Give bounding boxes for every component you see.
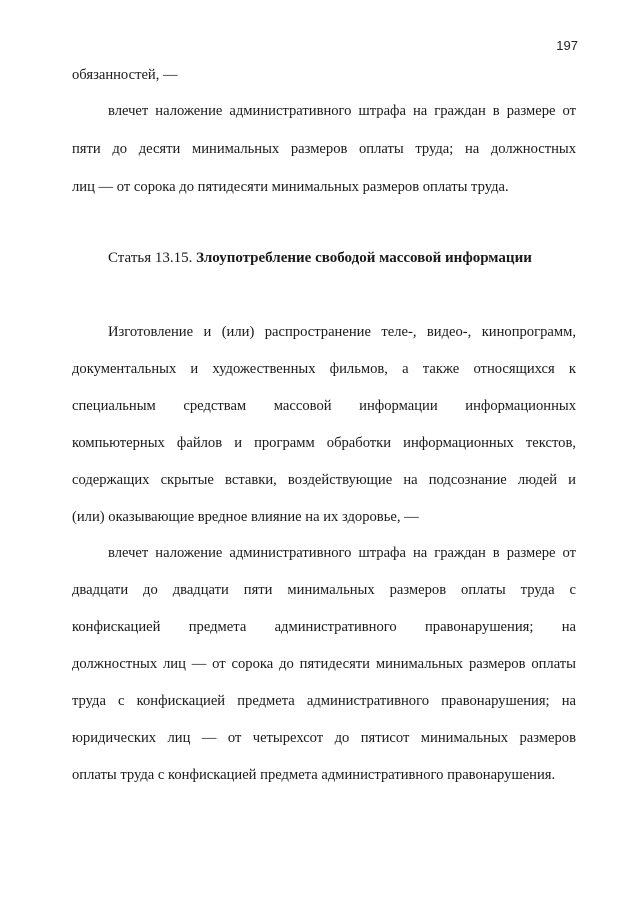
text-line: документальных и художественных фильмов, а также относящихся к [72,361,576,377]
text-line: влечет наложение административного штрафа на граждан в размере от [108,545,576,561]
text-line: пяти до десяти минимальных размеров оплаты труда; на должностных [72,141,576,157]
text-line: Изготовление и (или) распространение теле-, видео-, кинопрограмм, [108,324,576,340]
text-line: лиц — от сорока до пятидесяти минимальных размеров оплаты труда. [72,179,509,195]
article-title: Злоупотребление свободой массовой информации [196,250,532,266]
text-line: специальным средствам массовой информации информационных [72,398,576,414]
text-line: (или) оказывающие вредное влияние на их здоровье, — [72,509,419,525]
text-line: влечет наложение административного штрафа на граждан в размере от [108,103,576,119]
text-line: конфискацией предмета административного правонарушения; на [72,619,576,635]
text-line: оплаты труда с конфискацией предмета административного правонарушения. [72,767,556,783]
text-line: труда с конфискацией предмета административного правонарушения; на [72,693,576,709]
text-line: компьютерных файлов и программ обработки информационных текстов, [72,435,576,451]
article-heading [108,250,532,267]
text-line: содержащих скрытые вставки, воздействующие на подсознание людей и [72,472,576,488]
article-number: Статья 13.15. [108,250,193,266]
text-line: обязанностей, — [72,67,178,83]
text-line: должностных лиц — от сорока до пятидесяти минимальных размеров оплаты [72,656,576,672]
text-line: юридических лиц — от четырехсот до пятисот минимальных размеров [72,730,576,746]
page-number: 197 [556,38,578,53]
text-line: двадцати до двадцати пяти минимальных размеров оплаты труда с [72,582,576,598]
